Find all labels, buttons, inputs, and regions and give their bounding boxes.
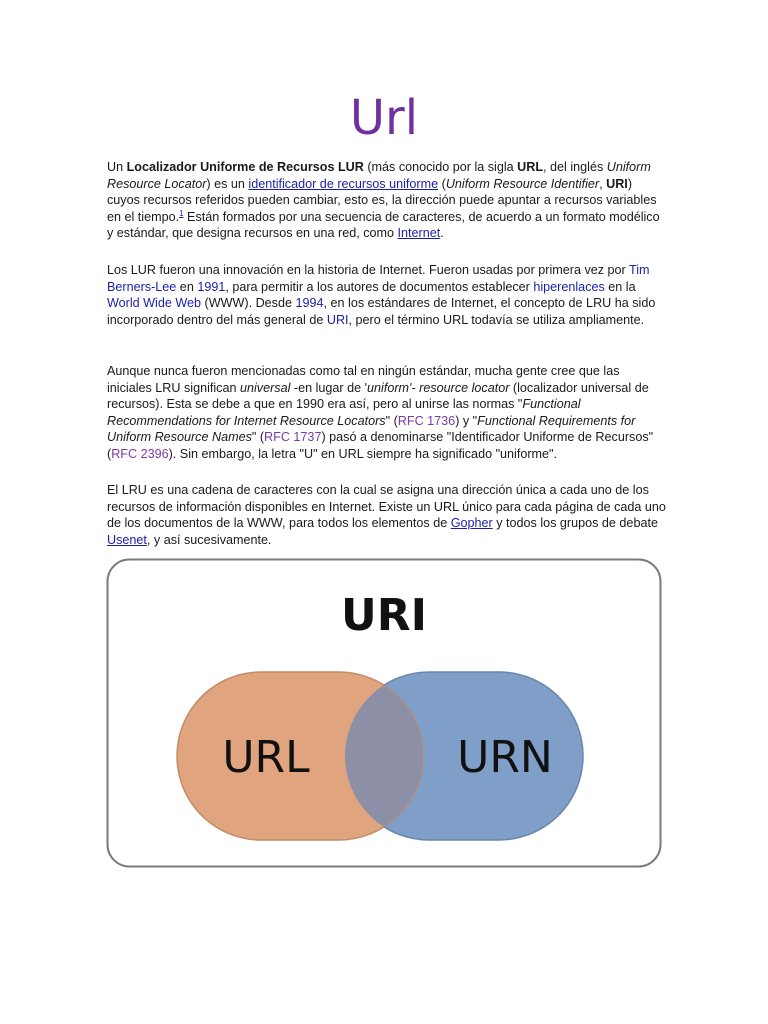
- link-world-wide-web[interactable]: World Wide Web: [107, 296, 202, 311]
- link-identificador-recursos[interactable]: identificador de recursos uniforme: [248, 176, 439, 191]
- italic-term: Uniform Resource Identifier: [445, 176, 600, 191]
- link-1994[interactable]: 1994: [295, 296, 324, 311]
- bold-term-uri: URI: [606, 176, 628, 191]
- italic-term: Uniform Resource Locator: [107, 160, 651, 191]
- uri-venn-diagram: [106, 558, 662, 870]
- text: " (: [251, 430, 265, 445]
- text: , del inglés: [543, 160, 607, 174]
- paragraph-naming: [107, 363, 667, 463]
- url-label: URL: [222, 732, 310, 783]
- text: Los LUR fueron una innovación en la historia de Internet. Fueron usadas por primera vez por: [107, 263, 630, 277]
- italic-term: Functional Requirements for Uniform Resource Names: [107, 413, 636, 445]
- italic-term: Functional Recommendations for Internet Resource Locators: [107, 397, 581, 428]
- link-rfc-1737[interactable]: RFC 1737: [264, 430, 322, 445]
- urn-label: URN: [457, 732, 553, 783]
- text: (más conocido por la sigla: [363, 160, 518, 174]
- text: ) cuyos recursos referidos pueden cambiar, esto es, la dirección puede apuntar a recursos variables en el tiempo.: [107, 176, 657, 224]
- bold-term-lur: Localizador Uniforme de Recursos LUR: [126, 160, 364, 174]
- text: ). Sin embargo, la letra "U" en URL siempre ha significado "uniforme".: [168, 446, 558, 461]
- page-title: Url: [349, 90, 419, 146]
- text: (: [438, 176, 446, 191]
- text: , pero el término URL todavía se utiliza ampliamente.: [348, 312, 645, 327]
- link-1991[interactable]: 1991: [197, 279, 226, 294]
- text: (WWW). Desde: [201, 296, 296, 311]
- paragraph-usage: [107, 482, 667, 548]
- text: Están formados por una secuencia de caracteres, de acuerdo a un formato modélico y estándar, que designa recursos en una red, como: [107, 209, 660, 241]
- text: El LRU es una cadena de caracteres con la cual se asigna una dirección única a cada uno de los recursos de información disponibles en Internet. Existe un URL único para cada página de cada uno de los documentos de la WWW, para todos los elementos de: [107, 483, 666, 531]
- text: en la: [604, 279, 636, 294]
- text: , y así sucesivamente.: [146, 532, 272, 547]
- italic-term: uniform'- resource locator: [367, 380, 510, 395]
- text: ) y ": [455, 413, 478, 428]
- text: en: [176, 279, 198, 294]
- bold-term-url: URL: [517, 160, 544, 174]
- link-tim-berners-lee[interactable]: Tim Berners-Lee: [107, 263, 650, 294]
- text: ) pasó a denominarse "Identificador Uniforme de Recursos" (: [107, 430, 654, 461]
- text: Un: [107, 160, 127, 174]
- link-hiperenlaces[interactable]: hiperenlaces: [533, 279, 605, 294]
- link-uri[interactable]: URI: [326, 312, 349, 327]
- text: Aunque nunca fueron mencionadas como tal en ningún estándar, mucha gente cree que las iniciales LRU significan: [107, 364, 620, 395]
- text: .: [440, 226, 444, 241]
- text: y todos los grupos de debate: [492, 516, 658, 531]
- text: -en lugar de ': [290, 380, 368, 395]
- paragraph-definition: [107, 159, 667, 242]
- link-gopher[interactable]: Gopher: [450, 516, 493, 531]
- text: ,: [599, 176, 607, 191]
- link-rfc-1736[interactable]: RFC 1736: [397, 413, 456, 428]
- text: , en los estándares de Internet, el concepto de LRU ha sido incorporado dentro del más general de: [107, 296, 656, 327]
- text: , para permitir a los autores de documentos establecer: [225, 279, 534, 294]
- text: " (: [385, 413, 398, 428]
- link-rfc-2396[interactable]: RFC 2396: [111, 446, 169, 461]
- text: (localizador universal de recursos). Esta se debe a que en 1990 era así, pero al unirse las normas ": [107, 380, 649, 412]
- paragraph-history: [107, 262, 667, 328]
- link-internet[interactable]: Internet: [397, 226, 441, 241]
- footnote-link[interactable]: 1: [179, 208, 184, 218]
- text: ) es un: [206, 176, 249, 191]
- uri-label: URI: [341, 590, 427, 641]
- link-usenet[interactable]: Usenet: [107, 532, 147, 547]
- italic-term: universal: [240, 380, 291, 395]
